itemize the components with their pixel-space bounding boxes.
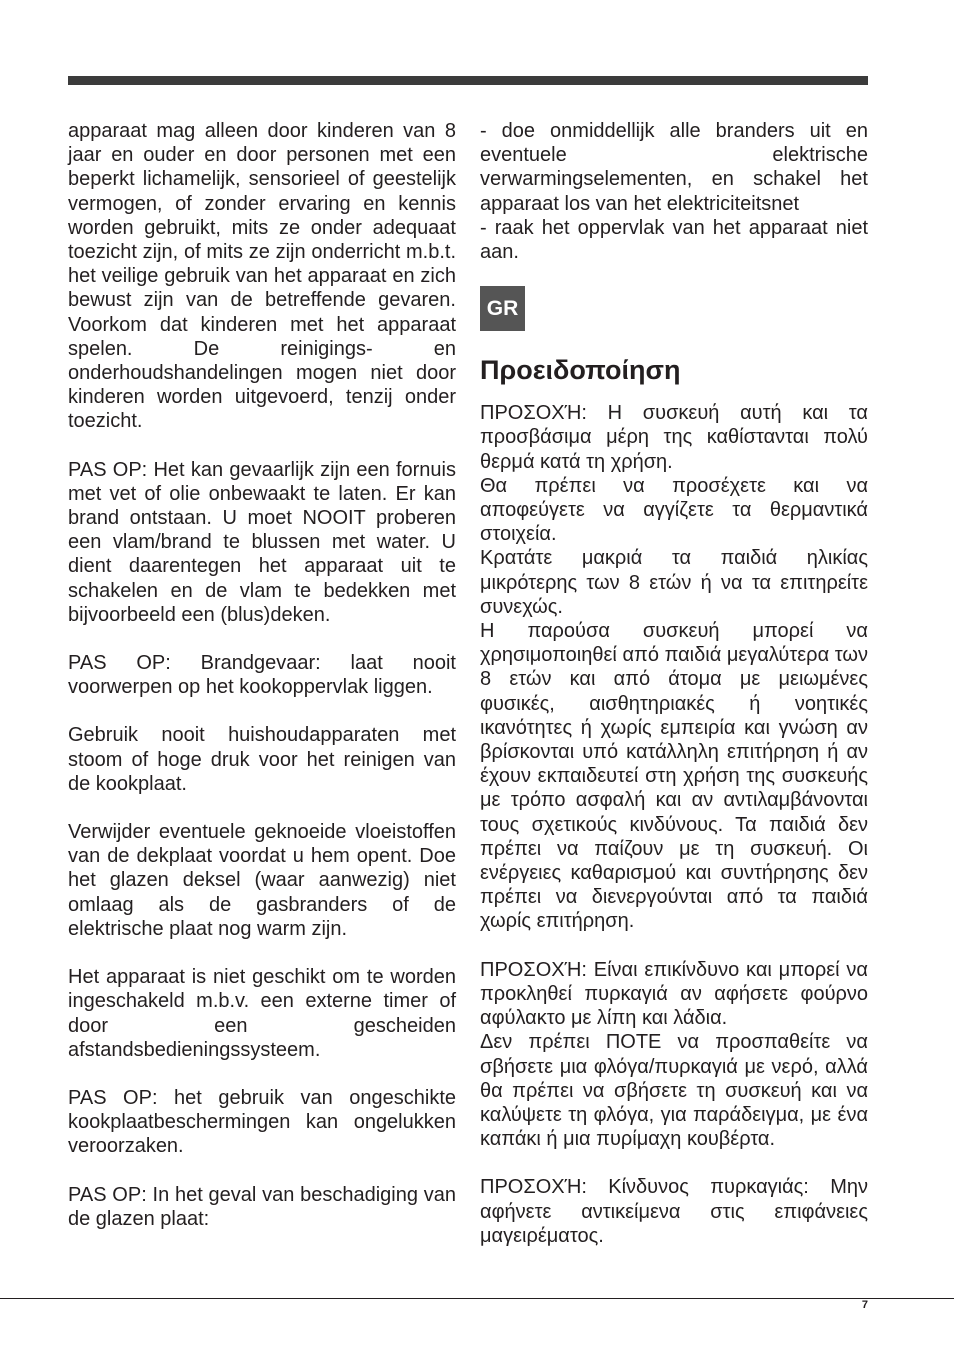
page-number: 7 (861, 1299, 868, 1311)
paragraph-hob-guards: PAS OP: het gebruik van ongeschikte kookplaatbeschermingen kan ongelukken veroorzaken. (68, 1086, 456, 1158)
greek-paragraph-unattended-fat: ΠΡΟΣΟΧΉ: Είναι επικίνδυνο και μπορεί να προκληθεί πυρκαγιά αν αφήσετε φούρνο αφύλακτο με λίπη και λάδια. (480, 958, 868, 1030)
section-title: Προειδοποίηση (480, 355, 681, 386)
greek-paragraph-never-water: Δεν πρέπει ΠΟΤΕ να προσπαθείτε να σβήσετε μια φλόγα/πυρκαγιά με νερό, αλλά θα πρέπει να σβήσετε τη συσκευή και να καλύψετε τη φλόγα, για παράδειγμα, με ένα καπάκι ή μια πυρίμαχη κουβέρτα. (480, 1031, 868, 1151)
greek-paragraph-hot-parts: ΠΡΟΣΟΧΉ: Η συσκευή αυτή και τα προσβάσιμα μέρη της καθίστανται πολύ θερμά κατά τη χρήση. (480, 402, 868, 473)
greek-warnings (480, 401, 868, 1248)
paragraph-switch-off-burners: - doe onmiddellijk alle branders uit en eventuele elektrische verwarmingselementen, en schakel het apparaat los van het elektriciteitsnet (480, 120, 868, 215)
greek-paragraph-supervision: Η παρούσα συσκευή μπορεί να χρησιμοποιηθεί από παιδιά μεγαλύτερα των 8 ετών και από άτομα με μειωμένες φυσικές, αισθητηριακές ή νοητικές ικανότητες ή χωρίς εμπειρία και γνώση αν βρίσκονται υπό κατάλληλη επιτήρηση ή αν έχουν εκπαιδευτεί στη χρήση της συσκευής με τρόπο ασφαλή και αν αντιλαμβάνονται τους σχετικούς κινδύνους. Τα παιδιά δεν πρέπει να παίζουν με τη συσκευή. Οι ενέργειες καθαρισμού και συντήρησης δεν πρέπει να διενεργούνται από τα παιδιά χωρίς επιτήρηση. (480, 620, 868, 933)
right-column (480, 119, 868, 1248)
greek-paragraph-children-under-8: Κρατάτε μακριά τα παιδιά ηλικίας μικρότερης των 8 ετών ή να τα επιτηρείτε συνεχώς. (480, 547, 868, 618)
language-badge: GR (480, 286, 525, 331)
greek-paragraph-heating-elements: Θα πρέπει να προσέχετε και να αποφεύγετε να αγγίζετε τα θερμαντικά στοιχεία. (480, 474, 868, 546)
greek-paragraph-fire-hazard: ΠΡΟΣΟΧΉ: Κίνδυνος πυρκαγιάς: Μην αφήνετε αντικείμενα στις επιφάνειες μαγειρέματος. (480, 1176, 868, 1247)
paragraph-do-not-touch: - raak het oppervlak van het apparaat niet aan. (480, 216, 868, 264)
paragraph-external-timer: Het apparaat is niet geschikt om te worden ingeschakeld m.b.v. een externe timer of door een gescheiden afstandsbedieningssysteem. (68, 966, 456, 1061)
paragraph-children-supervision: apparaat mag alleen door kinderen van 8 jaar en ouder en door personen met een beperkt lichamelijk, sensorieel of geestelijk vermogen, of zonder ervaring en kennis worden gebruikt, mits ze onder adequaat toezicht zijn, of mits ze zijn onderricht m.b.t. het veilige gebruik van het apparaat en zich bewust zijn van de betreffende gevaren. Voorkom dat kinderen met het apparaat spelen. De reinigings- en onderhoudshandelingen mogen niet door kinderen worden uitgevoerd, tenzij onder toezicht. (68, 120, 456, 433)
paragraph-spills-lid: Verwijder eventuele geknoeide vloeistoffen van de dekplaat voordat u hem opent. Doe het glazen deksel (waar aanwezig) niet omlaag als de gasbranders of de elektrische plaat nog warm zijn. (68, 821, 456, 940)
left-column (68, 119, 456, 1231)
paragraph-unattended-fat: PAS OP: Het kan gevaarlijk zijn een fornuis met vet of olie onbewaakt te laten. Er kan brand ontstaan. U moet NOOIT proberen een vlam/brand te blussen met water. U dient daarentegen het apparaat uit te schakelen en de vlam te bedekken met bijvoorbeeld een (blus)deken. (68, 458, 456, 626)
footer-rule (0, 1298, 954, 1299)
header-rule (68, 76, 868, 85)
paragraph-fire-hazard: PAS OP: Brandgevaar: laat nooit voorwerpen op het kookoppervlak liggen. (68, 652, 456, 699)
paragraph-glass-damage: PAS OP: In het geval van beschadiging van de glazen plaat: (68, 1183, 456, 1230)
paragraph-steam-cleaners: Gebruik nooit huishoudapparaten met stoom of hoge druk voor het reinigen van de kookplaat. (68, 724, 456, 795)
